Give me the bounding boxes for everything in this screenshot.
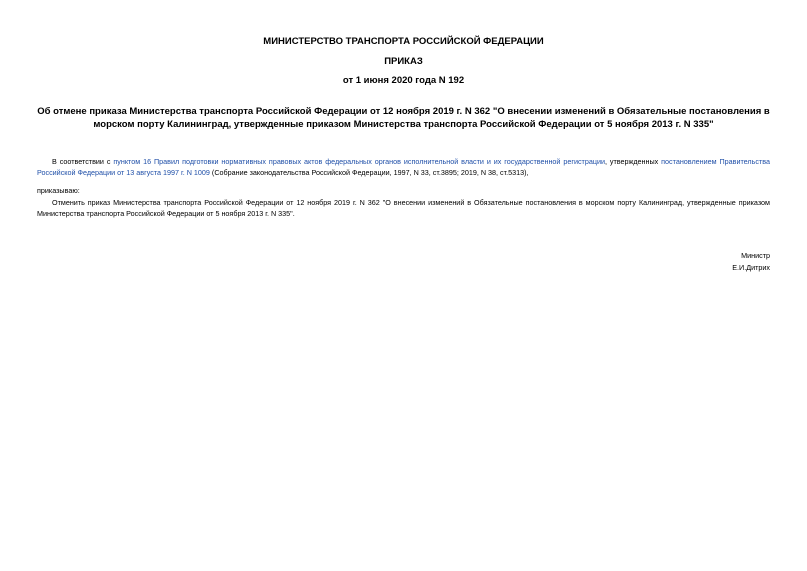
order-word: приказываю: [37,186,80,195]
basis-middle: , утвержденных [605,157,662,166]
resolution-link[interactable]: постановлением Правительства Российской Федерации от 13 августа 1997 г. N 1009 [37,157,770,177]
rules-link[interactable]: пунктом 16 Правил подготовки нормативных правовых актов федеральных органов исполнительной власти и их государственной регистрации [113,157,605,166]
basis-intro: В соответствии с [52,157,114,166]
signature-position: Министр [741,251,770,260]
order-date: от 1 июня 2020 года N 192 [342,75,465,86]
basis-tail: (Собрание законодательства Российской Федерации, 1997, N 33, ст.3895; 2019, N 38, ст.5313), [209,168,529,177]
document-title: Об отмене приказа Министерства транспорта Российской Федерации от 12 ноября 2019 г. N 362 "О внесении изменений в Обязательные постановления в морском порту Калининград, утвержденные приказом Министерства транспорта Российской Федерации от 5 ноября 2013 г. N 335" [37,106,770,130]
basis-paragraph [37,156,770,178]
signature-name: Е.И.Дитрих [732,263,770,272]
order-type: ПРИКАЗ [384,56,423,67]
ministry-name: МИНИСТЕРСТВО ТРАНСПОРТА РОССИЙСКОЙ ФЕДЕРАЦИИ [263,36,544,47]
cancel-paragraph: Отменить приказ Министерства транспорта Российской Федерации от 12 ноября 2019 г. N 362 "О внесении изменений в Обязательные постановления в морском порту Калининград, утвержденные приказом Министерства транспорта Российской Федерации от 5 ноября 2013 г. N 335". [37,198,770,218]
